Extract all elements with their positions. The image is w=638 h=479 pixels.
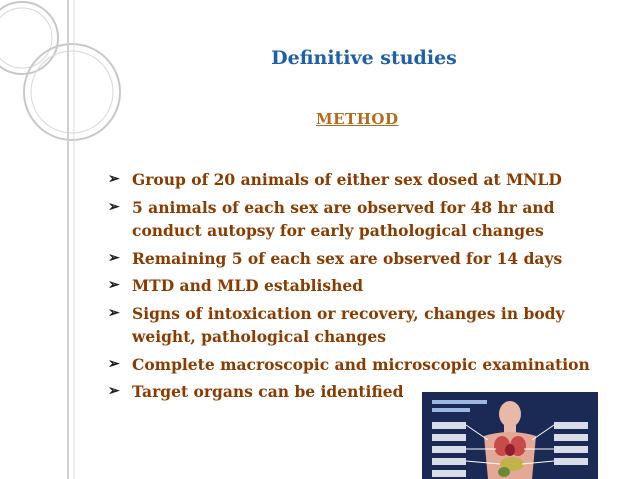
human-anatomy-infographic-image <box>422 392 598 479</box>
bullet-item <box>108 274 618 298</box>
arrow-bullet-icon: ➢ <box>108 277 120 293</box>
bullet-text: Complete macroscopic and microscopic examination <box>132 354 590 374</box>
slide-title: Definitive studies <box>271 47 457 69</box>
bullet-text: Target organs can be identified <box>132 382 404 401</box>
bullet-list <box>108 168 618 408</box>
arrow-bullet-icon: ➢ <box>108 249 120 266</box>
arrow-bullet-icon: ➢ <box>108 171 120 187</box>
bullet-text: Remaining 5 of each sex are observed for 14 days <box>132 248 563 268</box>
slide-subtitle: METHOD <box>316 110 399 128</box>
bullet-text: 5 animals of each sex are observed for 48 hr and conduct autopsy for early pathological changes <box>132 197 555 240</box>
bullet-text: MTD and MLD established <box>132 276 364 295</box>
arrow-bullet-icon: ➢ <box>108 198 120 215</box>
bullet-item <box>108 247 618 271</box>
bullet-item <box>108 196 618 243</box>
arrow-bullet-icon: ➢ <box>108 355 120 372</box>
bullet-item <box>108 302 618 349</box>
bullet-item <box>108 168 618 192</box>
bullet-text: Group of 20 animals of either sex dosed at MNLD <box>132 170 562 189</box>
bullet-item <box>108 353 618 377</box>
arrow-bullet-icon: ➢ <box>108 383 120 399</box>
bullet-text: Signs of intoxication or recovery, changes in body weight, pathological changes <box>132 303 565 346</box>
arrow-bullet-icon: ➢ <box>108 304 120 321</box>
